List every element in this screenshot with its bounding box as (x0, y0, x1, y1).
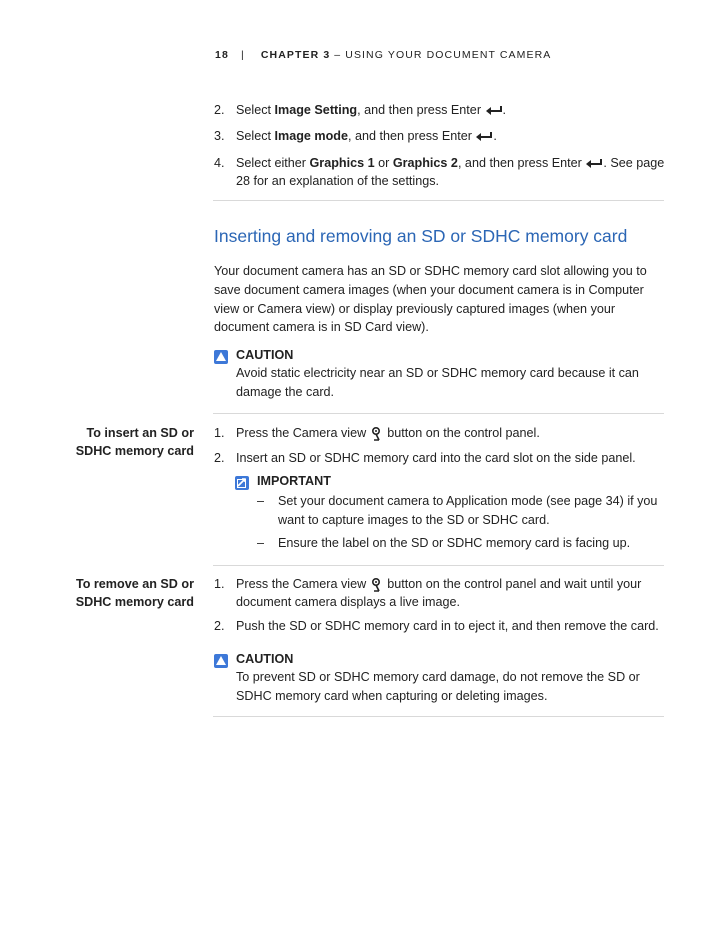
bullet-mark: – (257, 536, 265, 550)
camera-view-icon (370, 426, 384, 442)
chapter-title: – USING YOUR DOCUMENT CAMERA (330, 49, 552, 61)
step-text: Press the Camera view button on the control panel. (236, 426, 540, 440)
divider (213, 200, 664, 201)
step-text: Select Image mode, and then press Enter . (236, 129, 497, 143)
caution-icon (214, 350, 228, 364)
side-label-insert: To insert an SD or SDHC memory card (75, 426, 194, 458)
bullet-mark: – (257, 494, 265, 508)
section-title: Inserting and removing an SD or SDHC memory card (214, 226, 628, 246)
page-number: 18 (215, 49, 229, 61)
step-number: 4. (214, 156, 225, 170)
caution-icon (214, 654, 228, 668)
step-text: Push the SD or SDHC memory card in to eject it, and then remove the card. (236, 619, 659, 633)
side-label-remove: To remove an SD or SDHC memory card (75, 577, 194, 609)
enter-key-icon (475, 132, 493, 142)
header-separator: | (240, 49, 245, 61)
camera-view-icon (370, 577, 384, 593)
caution-body: To prevent SD or SDHC memory card damage, do not remove the SD or SDHC memory card when capturing or deleting images. (236, 670, 640, 703)
divider (213, 565, 664, 566)
step-number: 1. (214, 577, 225, 591)
step-number: 2. (214, 451, 225, 465)
running-header (215, 49, 551, 61)
step-number: 2. (214, 103, 225, 117)
step-number: 2. (214, 619, 225, 633)
caution-title: CAUTION (236, 652, 294, 666)
important-title: IMPORTANT (257, 474, 331, 488)
step-text: Press the Camera view button on the control panel and wait until your document camera displays a live image. (236, 577, 642, 609)
step-text: Select either Graphics 1 or Graphics 2, and then press Enter . See page 28 for an explanation of the settings. (236, 156, 665, 188)
caution-title: CAUTION (236, 348, 294, 362)
intro-paragraph: Your document camera has an SD or SDHC memory card slot allowing you to save document camera images (when your document camera is in Computer view or Camera view) or display previously captured images (when your document camera is in SD Card view). (214, 264, 647, 335)
caution-body: Avoid static electricity near an SD or SDHC memory card because it can damage the card. (236, 366, 639, 399)
divider (213, 413, 664, 414)
step-number: 3. (214, 129, 225, 143)
important-bullet-2: Ensure the label on the SD or SDHC memory card is facing up. (278, 536, 631, 550)
step-text: Insert an SD or SDHC memory card into the card slot on the side panel. (236, 451, 636, 465)
chapter-label: CHAPTER 3 (260, 49, 331, 61)
important-icon (235, 476, 249, 490)
enter-key-icon (585, 159, 603, 169)
step-number: 1. (214, 426, 225, 440)
step-text: Select Image Setting, and then press Enter . (236, 103, 507, 117)
enter-key-icon (485, 106, 503, 116)
divider (213, 716, 664, 717)
important-bullet-1: Set your document camera to Application mode (see page 34) if you want to capture images to the SD or SDHC card. (278, 494, 658, 527)
